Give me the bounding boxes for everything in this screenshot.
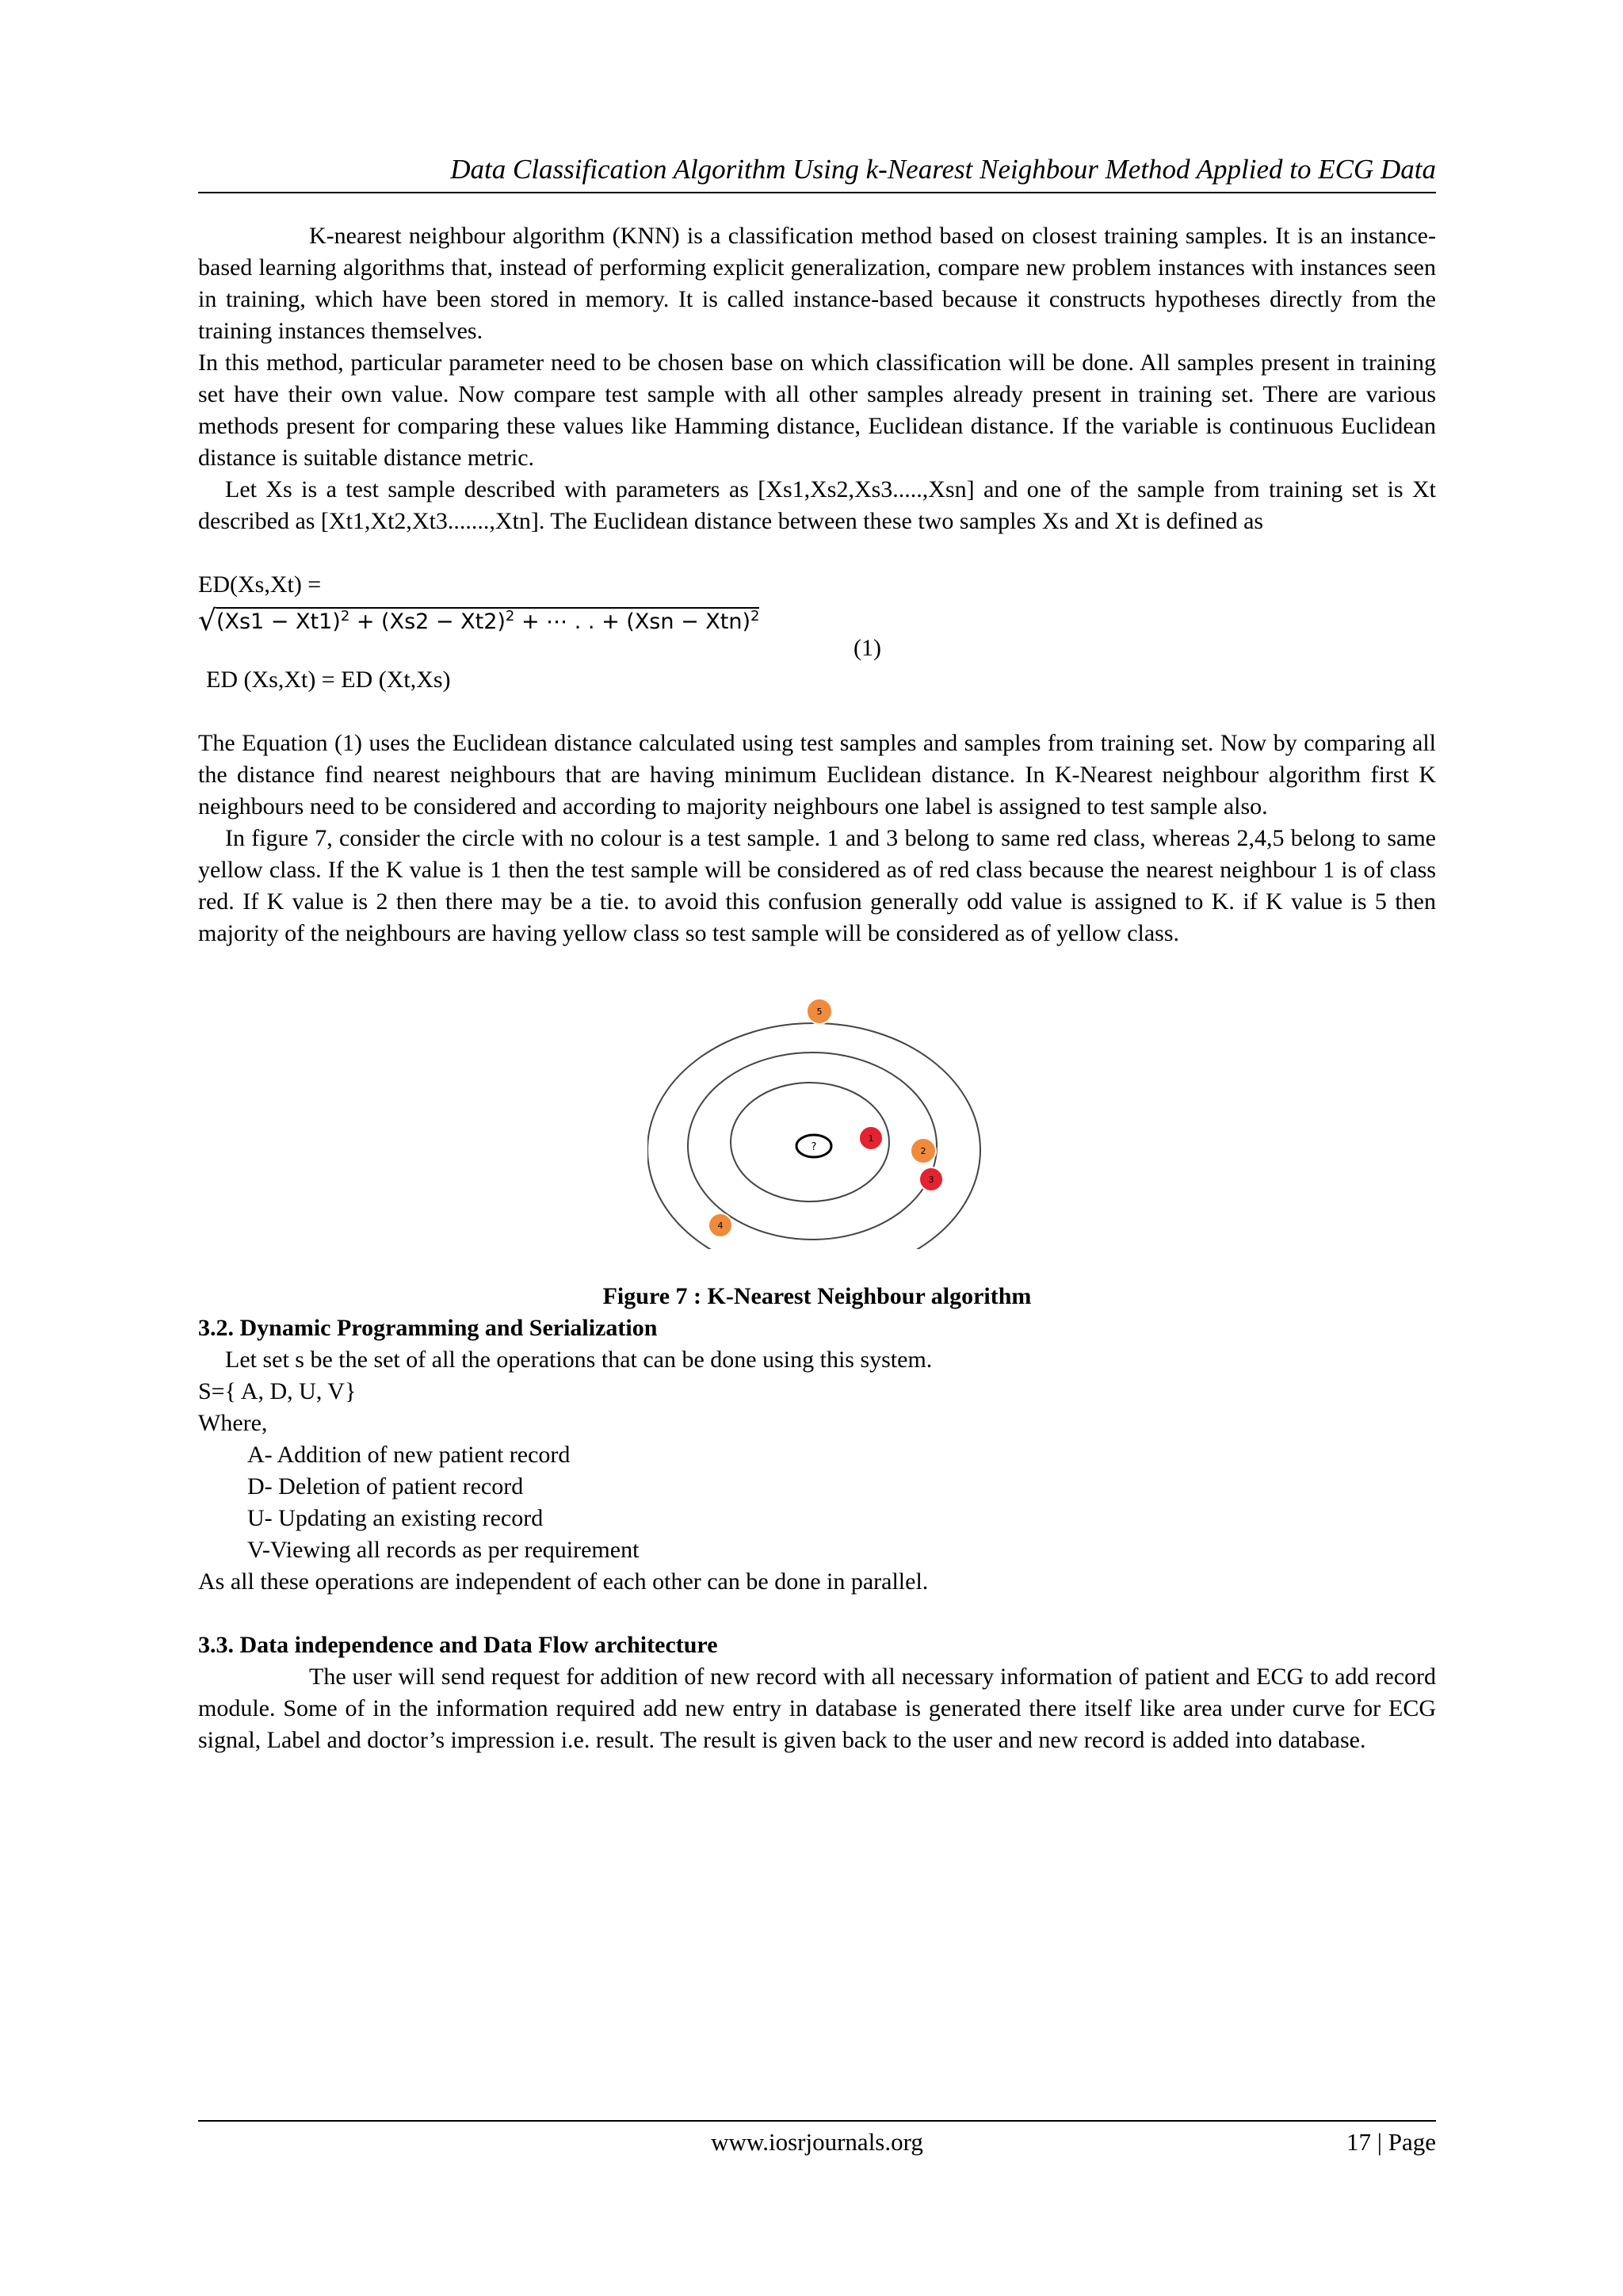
- operation-list: [198, 1439, 1436, 1566]
- section-3-2-intro: Let set s be the set of all the operations that can be done using this system.: [225, 1347, 933, 1373]
- footer-url: www.iosrjournals.org: [711, 2128, 923, 2156]
- paragraph-euclidean-def: Let Xs is a test sample described with parameters as [Xs1,Xs2,Xs3.....,Xsn] and one of the sample from training set is Xt described as [Xt1,Xt2,Xt3.......,Xtn]. The Euclidean distance between these two samples Xs and Xt is defined as: [198, 476, 1436, 534]
- paragraph-figure-explanation: In figure 7, consider the circle with no colour is a test sample. 1 and 3 belong to same red class, whereas 2,4,5 belong to same yellow class. If the K value is 1 then the test sample will be considered as of red class because the nearest neighbour 1 is of class red. If K value is 2 then there may be a tie. to avoid this confusion generally odd value is assigned to K. if K value is 5 then majority of the neighbours are having yellow class so test sample will be considered as of yellow class.: [198, 825, 1436, 946]
- list-item: A- Addition of new patient record: [247, 1442, 571, 1468]
- section-3-3-title: 3.3. Data independence and Data Flow architecture: [198, 1632, 718, 1658]
- svg-text:1: 1: [868, 1133, 874, 1144]
- section-3-2-title: 3.2. Dynamic Programming and Serialization: [198, 1315, 658, 1341]
- equation-rhs: [198, 601, 1436, 637]
- point-1: [859, 1126, 883, 1150]
- equation-lhs: ED(Xs,Xt) =: [198, 571, 322, 598]
- where-label: Where,: [198, 1410, 268, 1436]
- svg-text:5: 5: [816, 1007, 823, 1017]
- figure-caption: Figure 7 : K-Nearest Neighbour algorithm: [602, 1283, 1032, 1309]
- point-3: [919, 1167, 943, 1191]
- body-text: [198, 220, 1436, 1756]
- section-3-2-conclusion: As all these operations are independent of each other can be done in parallel.: [198, 1568, 929, 1595]
- point-5: [807, 999, 832, 1024]
- footer-page-number: 17 | Page: [1346, 2128, 1436, 2156]
- paragraph-equation-use: The Equation (1) uses the Euclidean distance calculated using test samples and samples from training set. Now by comparing all the distance find nearest neighbours that are having minimum Euclidean distance. In K-Nearest neighbour algorithm first K neighbours need to be considered and according to majority neighbours one label is assigned to test sample also.: [198, 730, 1436, 819]
- svg-text:2: 2: [920, 1146, 926, 1156]
- figure-knn: [198, 995, 1436, 1281]
- header-rule: [198, 192, 1436, 193]
- footer-rule: [198, 2120, 1436, 2122]
- svg-text:3: 3: [928, 1175, 934, 1185]
- equation-block: [198, 569, 1436, 696]
- sqrt-icon: √: [198, 605, 216, 637]
- list-item: D- Deletion of patient record: [247, 1473, 524, 1499]
- point-2: [911, 1138, 936, 1163]
- list-item: U- Updating an existing record: [247, 1505, 544, 1531]
- equation-symmetry: ED (Xs,Xt) = ED (Xt,Xs): [206, 667, 451, 693]
- sqrt-expression: $√(Xs1 - Xt1)^2 + (Xs2 - Xt2)^2$ + ⋯ . . + (Xsn − Xtn)$^2$: [198, 605, 760, 637]
- paragraph-method: In this method, particular parameter need to be chosen base on which classification will be done. All samples present in training set have their own value. Now compare test sample with all other samples already present in training set. There are various methods present for comparing these values like Hamming distance, Euclidean distance. If the variable is continuous Euclidean distance is suitable distance metric.: [198, 350, 1436, 471]
- knn-diagram: [647, 995, 988, 1249]
- equation-number: (1): [854, 635, 881, 661]
- operation-set: S={ A, D, U, V}: [198, 1378, 357, 1404]
- paragraph-knn-intro: K-nearest neighbour algorithm (KNN) is a classification method based on closest training samples. It is an instance-based learning algorithms that, instead of performing explicit generalization, compare new problem instances with instances seen in training, which have been stored in memory. It is called instance-based because it constructs hypotheses directly from the training instances themselves.: [198, 223, 1436, 344]
- list-item: V-Viewing all records as per requirement: [247, 1537, 640, 1563]
- section-3-3-paragraph: The user will send request for addition of new record with all necessary information of patient and ECG to add record module. Some of in the information required add new entry in database is generated there itself like area under curve for ECG signal, Label and doctor’s impression i.e. result. The result is given back to the user and new record is added into database.: [198, 1664, 1436, 1753]
- svg-text:4: 4: [717, 1221, 724, 1231]
- test-sample-label: ?: [811, 1141, 817, 1153]
- point-4: [708, 1213, 732, 1237]
- running-header: Data Classification Algorithm Using k-Nearest Neighbour Method Applied to ECG Data: [450, 154, 1436, 185]
